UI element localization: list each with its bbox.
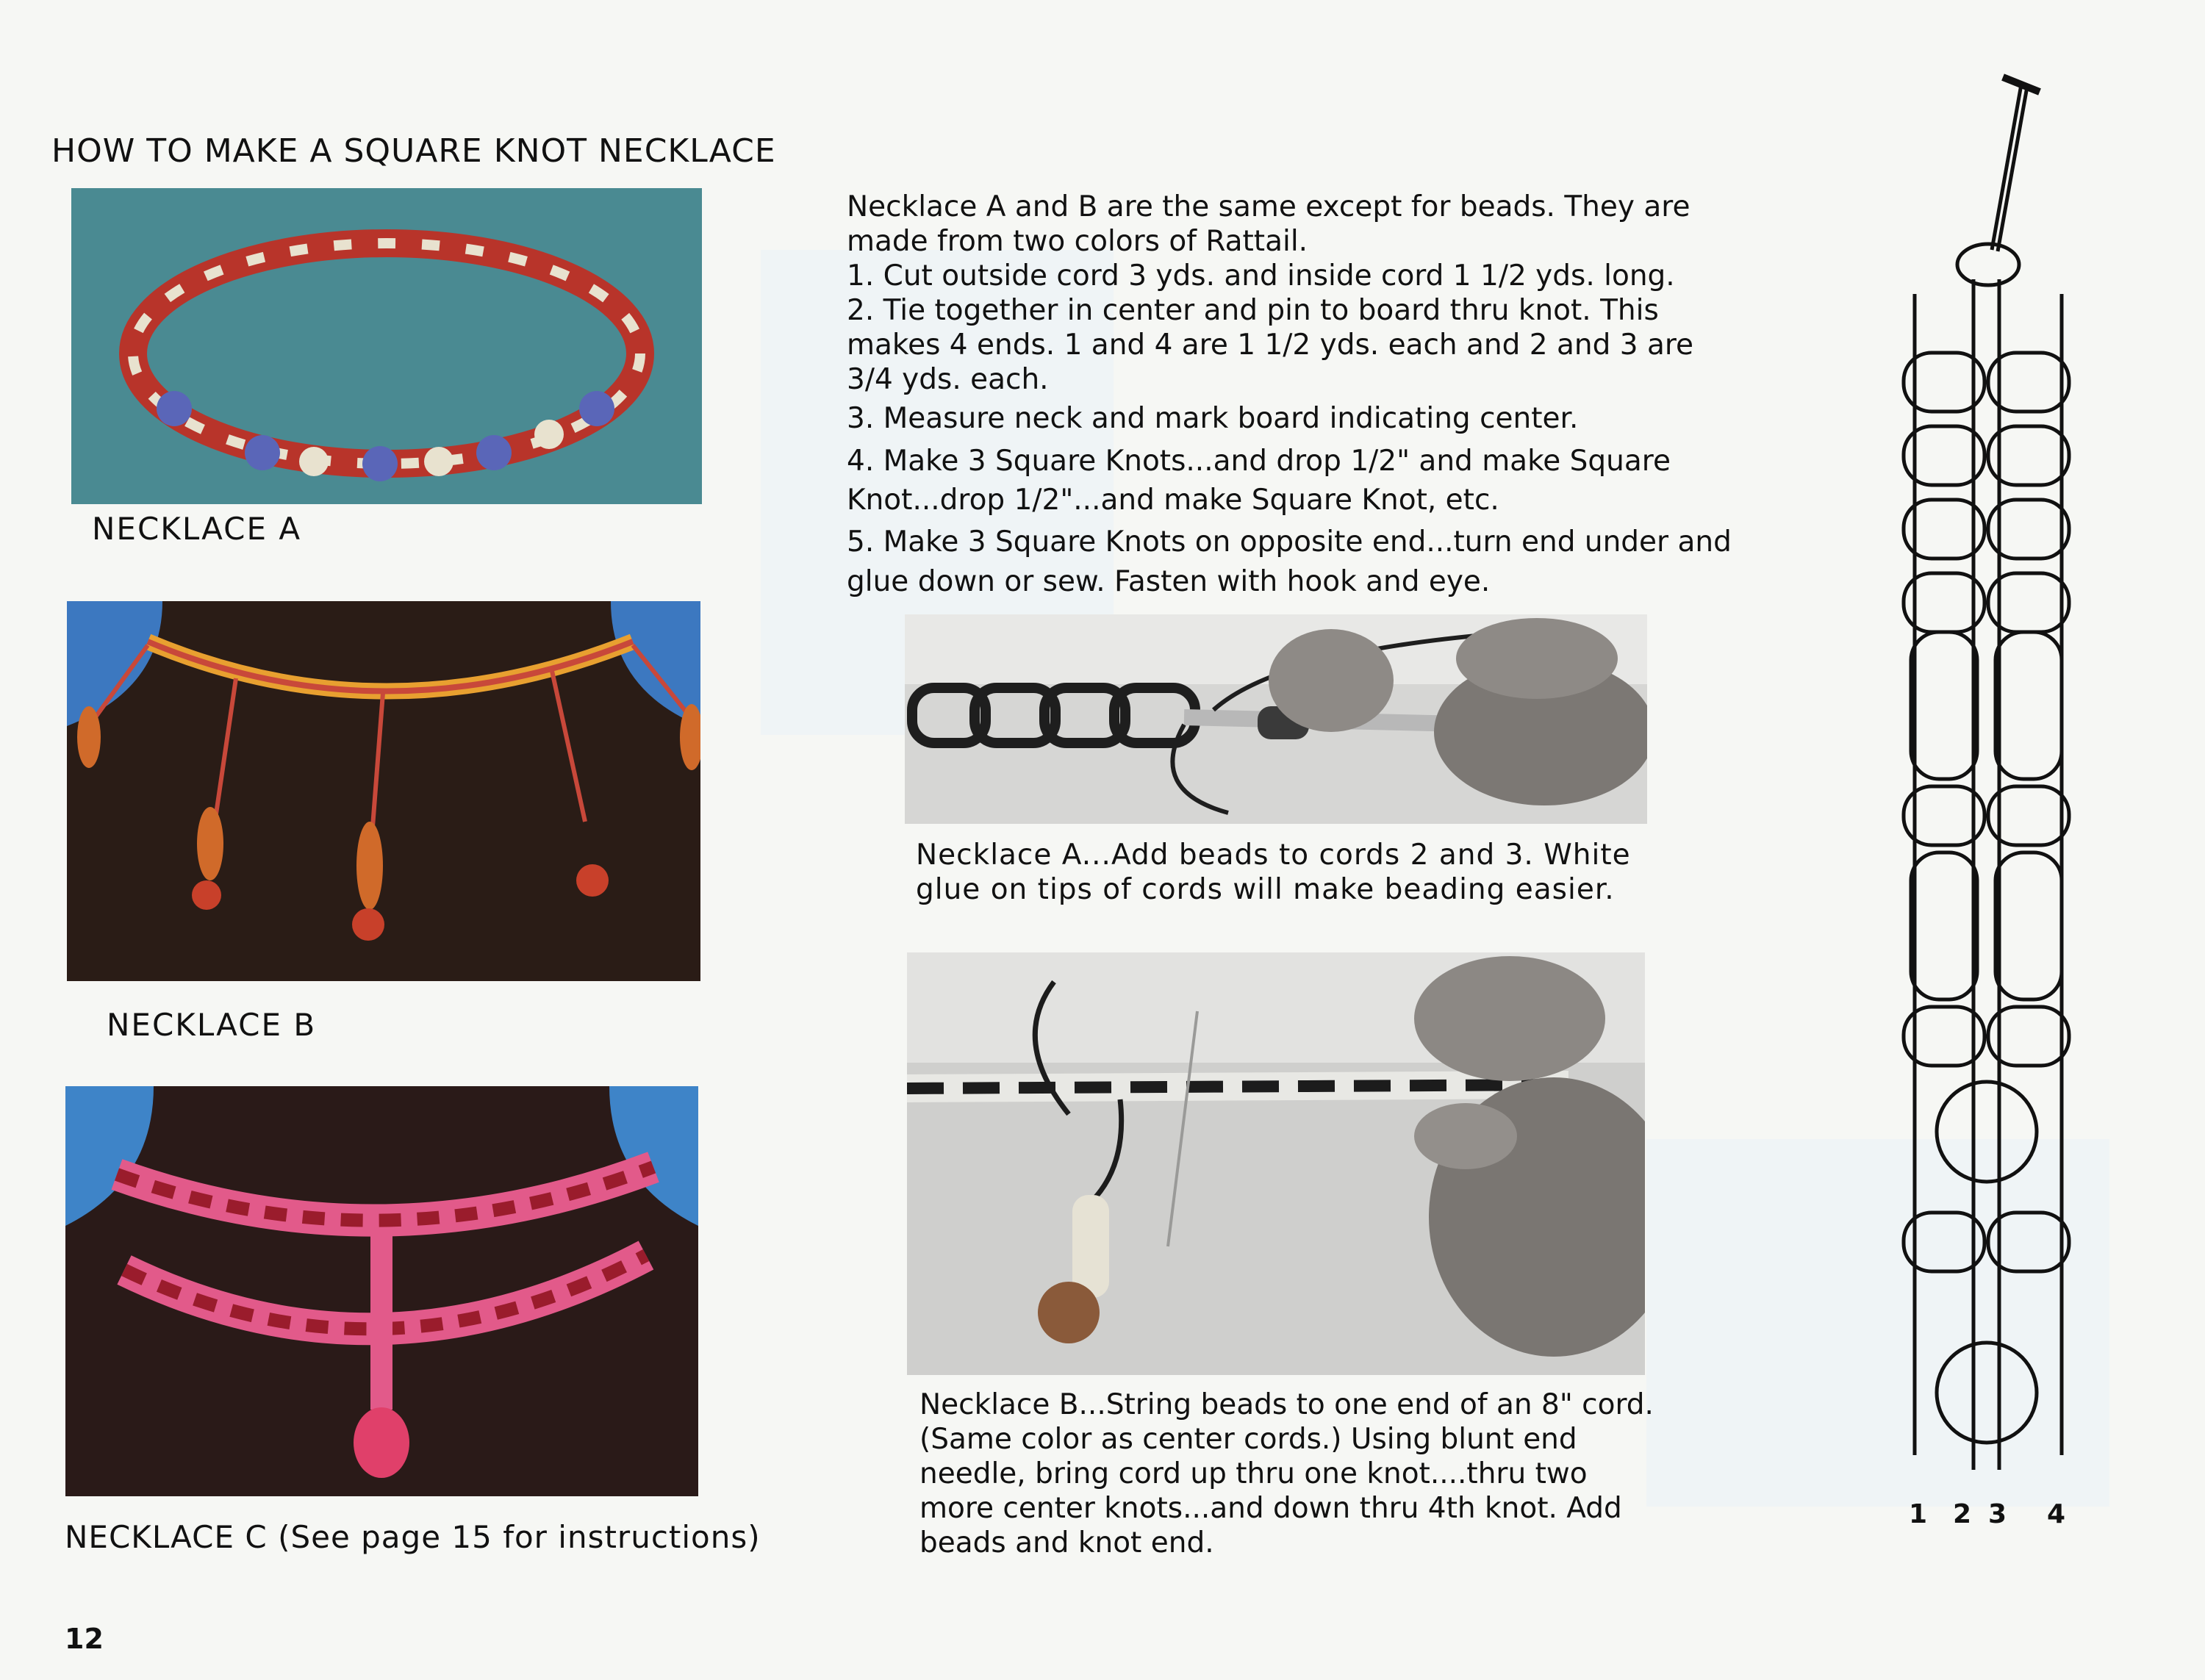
cord-number: 4 xyxy=(2047,1499,2066,1529)
beading-a-image xyxy=(905,614,1647,824)
page-title: HOW TO MAKE A SQUARE KNOT NECKLACE xyxy=(51,132,776,170)
instruction-step: 5. Make 3 Square Knots on opposite end...turn end under and glue down or sew. Fasten with hook and eye. xyxy=(847,525,1732,598)
photo-beading-b xyxy=(907,952,1645,1375)
square-knot-diagram xyxy=(1882,59,2095,1521)
photo-beading-a xyxy=(905,614,1647,824)
instruction-step: 1. Cut outside cord 3 yds. and inside cord 1 1/2 yds. long. xyxy=(847,259,1675,292)
cord-number: 3 xyxy=(1988,1499,2007,1529)
necklace-b-image xyxy=(67,601,700,981)
instructions xyxy=(847,190,1736,602)
instruction-step: 4. Make 3 Square Knots...and drop 1/2" and make Square Knot...drop 1/2"...and make Square Knot, etc. xyxy=(847,445,1671,517)
instruction-step: 2. Tie together in center and pin to board thru knot. This makes 4 ends. 1 and 4 are 1 1/2 yds. each and 2 and 3 are 3/4 yds. each. xyxy=(847,294,1694,396)
instruction-step: 3. Measure neck and mark board indicating center. xyxy=(847,402,1579,435)
cord-number: 2 xyxy=(1953,1499,1972,1529)
photo-necklace-b xyxy=(67,601,700,981)
caption-necklace-b: NECKLACE B xyxy=(107,1007,317,1043)
caption-beading-b: Necklace B...String beads to one end of an 8" cord. (Same color as center cords.) Using blunt end needle, bring cord up thru one knot....thru two more center knots...and down thru 4th knot. Add beads and knot end. xyxy=(919,1388,1654,1559)
instructions-intro: Necklace A and B are the same except for beads. They are made from two colors of Rattail. xyxy=(847,190,1690,258)
caption-necklace-a: NECKLACE A xyxy=(92,511,302,547)
page-number: 12 xyxy=(65,1623,104,1655)
necklace-a-image xyxy=(71,188,702,504)
necklace-c-image xyxy=(65,1086,698,1496)
cord-number: 1 xyxy=(1909,1499,1928,1529)
beading-b-image xyxy=(907,952,1645,1375)
photo-necklace-a xyxy=(71,188,702,504)
caption-necklace-c: NECKLACE C (See page 15 for instructions) xyxy=(65,1519,761,1555)
photo-necklace-c xyxy=(65,1086,698,1496)
caption-beading-a: Necklace A...Add beads to cords 2 and 3. White glue on tips of cords will make beading easier. xyxy=(916,839,1631,906)
